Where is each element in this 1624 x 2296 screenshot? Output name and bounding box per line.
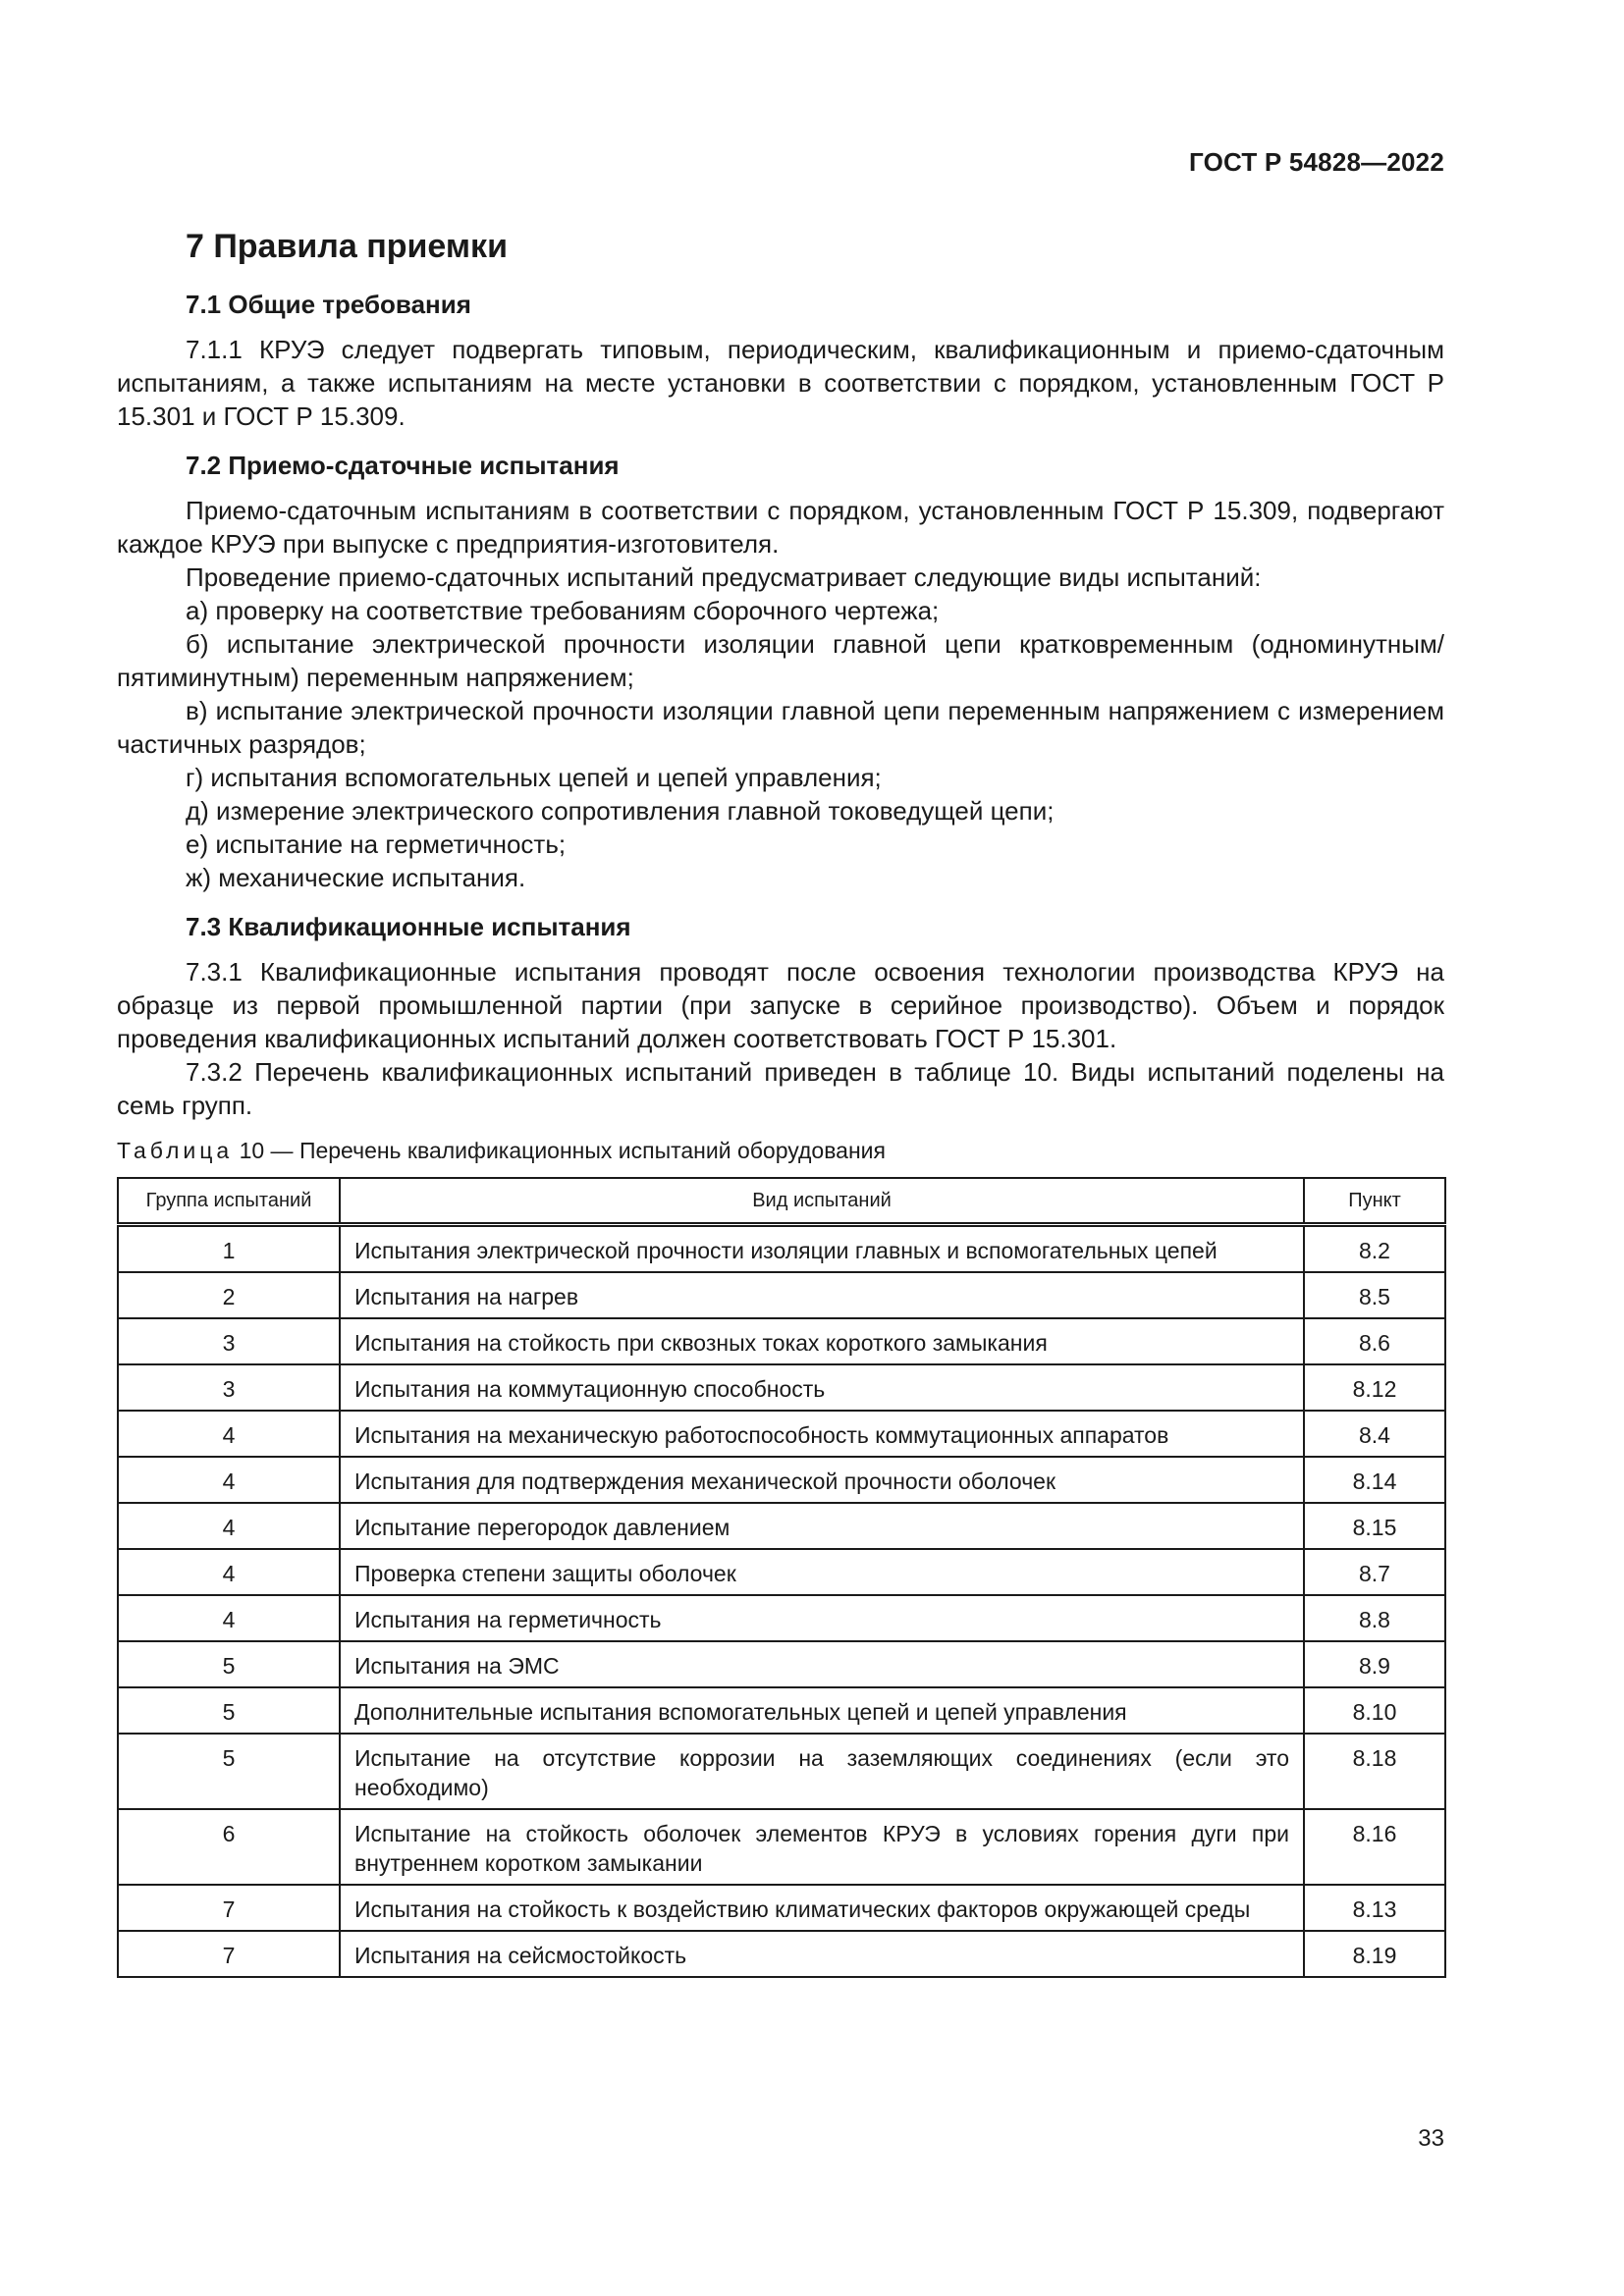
list-item: г) испытания вспомогательных цепей и цепей управления; [186,763,882,792]
list-item: д) измерение электрического сопротивления главной токоведущей цепи; [186,796,1055,826]
paragraph-7-2-intro: Приемо-сдаточным испытаниям в соответствии с порядком, установленным ГОСТ Р 15.309, подвергают каждое КРУЭ при выпуске с предприятия-изготовителя. [117,496,1444,559]
list-item: е) испытание на герметичность; [186,829,567,859]
section-title: 7 Правила приемки [186,228,508,265]
page-content [117,221,1444,1978]
cell-clause: 8.4 [1304,1411,1445,1457]
cell-test-type: Испытания для подтверждения механической прочности оболочек [340,1457,1304,1503]
cell-clause: 8.7 [1304,1549,1445,1595]
table-row [118,1931,1445,1977]
cell-group: 4 [118,1457,340,1503]
cell-clause: 8.13 [1304,1885,1445,1931]
cell-group: 1 [118,1225,340,1273]
cell-test-type: Проверка степени защиты оболочек [340,1549,1304,1595]
header-clause: Пункт [1304,1178,1445,1225]
cell-group: 4 [118,1549,340,1595]
table-row [118,1272,1445,1318]
cell-group: 4 [118,1411,340,1457]
table-row [118,1549,1445,1595]
cell-group: 4 [118,1503,340,1549]
cell-clause: 8.8 [1304,1595,1445,1641]
cell-group: 6 [118,1809,340,1885]
list-item: в) испытание электрической прочности изоляции главной цепи переменным напряжением с измерением частичных разрядов; [117,696,1444,759]
cell-test-type: Испытания на нагрев [340,1272,1304,1318]
cell-group: 2 [118,1272,340,1318]
table-row [118,1885,1445,1931]
cell-group: 7 [118,1931,340,1977]
cell-test-type: Испытания на коммутационную способность [340,1364,1304,1411]
header-test-type: Вид испытаний [340,1178,1304,1225]
page-number: 33 [1418,2125,1444,2152]
document-code: ГОСТ Р 54828—2022 [1189,147,1444,177]
qualification-tests-table [117,1177,1446,1978]
cell-test-type: Испытания на сейсмостойкость [340,1931,1304,1977]
paragraph-7-3-2: 7.3.2 Перечень квалификационных испытаний приведен в таблице 10. Виды испытаний поделены на семь групп. [117,1057,1444,1120]
paragraph-7-1-1: 7.1.1 КРУЭ следует подвергать типовым, периодическим, квалификационным и приемо-сдаточным испытаниям, а также испытаниям на месте установки в соответствии с порядком, установленным ГОСТ Р 15.301 и ГОСТ Р 15.309. [117,335,1444,431]
cell-clause: 8.14 [1304,1457,1445,1503]
cell-test-type: Испытания на ЭМС [340,1641,1304,1687]
cell-test-type: Испытания электрической прочности изоляции главных и вспомогательных цепей [340,1225,1304,1273]
cell-group: 5 [118,1687,340,1734]
paragraph-7-3-1: 7.3.1 Квалификационные испытания проводят после освоения технологии производства КРУЭ на образце из первой промышленной партии (при запуске в серийное производство). Объем и порядок проведения квалификационных испытаний должен соответствовать ГОСТ Р 15.301. [117,957,1444,1053]
cell-clause: 8.5 [1304,1272,1445,1318]
cell-clause: 8.15 [1304,1503,1445,1549]
table-row [118,1318,1445,1364]
table-caption-text: 10 — Перечень квалификационных испытаний оборудования [233,1138,886,1163]
table-header-row [118,1178,1445,1225]
cell-clause: 8.9 [1304,1641,1445,1687]
cell-clause: 8.19 [1304,1931,1445,1977]
table-caption-prefix: Таблица [117,1138,234,1163]
table-row [118,1687,1445,1734]
table-row [118,1595,1445,1641]
table-row [118,1225,1445,1273]
subsection-title-7-2: 7.2 Приемо-сдаточные испытания [186,451,620,480]
table-row [118,1364,1445,1411]
table-row [118,1503,1445,1549]
cell-group: 3 [118,1364,340,1411]
table-row [118,1641,1445,1687]
list-item: а) проверку на соответствие требованиям сборочного чертежа; [186,596,940,625]
cell-test-type: Испытания на механическую работоспособность коммутационных аппаратов [340,1411,1304,1457]
cell-test-type: Дополнительные испытания вспомогательных цепей и цепей управления [340,1687,1304,1734]
cell-test-type: Испытания на стойкость при сквозных токах короткого замыкания [340,1318,1304,1364]
cell-group: 5 [118,1641,340,1687]
paragraph-7-2-types: Проведение приемо-сдаточных испытаний предусматривает следующие виды испытаний: [186,562,1262,592]
cell-clause: 8.18 [1304,1734,1445,1809]
cell-clause: 8.2 [1304,1225,1445,1273]
cell-clause: 8.16 [1304,1809,1445,1885]
cell-group: 7 [118,1885,340,1931]
table-row [118,1734,1445,1809]
table-row [118,1457,1445,1503]
list-item: ж) механические испытания. [186,863,526,892]
table-caption [117,1134,1444,1167]
cell-group: 5 [118,1734,340,1809]
cell-test-type: Испытание на стойкость оболочек элементов КРУЭ в условиях горения дуги при внутреннем коротком замыкании [340,1809,1304,1885]
table-body [118,1225,1445,1978]
cell-test-type: Испытание на отсутствие коррозии на заземляющих соединениях (если это необходимо) [340,1734,1304,1809]
cell-group: 3 [118,1318,340,1364]
subsection-title-7-3: 7.3 Квалификационные испытания [186,912,631,941]
subsection-title-7-1: 7.1 Общие требования [186,290,471,319]
cell-test-type: Испытание перегородок давлением [340,1503,1304,1549]
cell-group: 4 [118,1595,340,1641]
header-group: Группа испытаний [118,1178,340,1225]
table-row [118,1411,1445,1457]
cell-test-type: Испытания на стойкость к воздействию климатических факторов окружающей среды [340,1885,1304,1931]
list-item: б) испытание электрической прочности изоляции главной цепи кратковременным (одноминутным/пятиминутным) переменным напряжением; [117,629,1444,692]
cell-clause: 8.6 [1304,1318,1445,1364]
table-row [118,1809,1445,1885]
cell-clause: 8.12 [1304,1364,1445,1411]
cell-clause: 8.10 [1304,1687,1445,1734]
cell-test-type: Испытания на герметичность [340,1595,1304,1641]
